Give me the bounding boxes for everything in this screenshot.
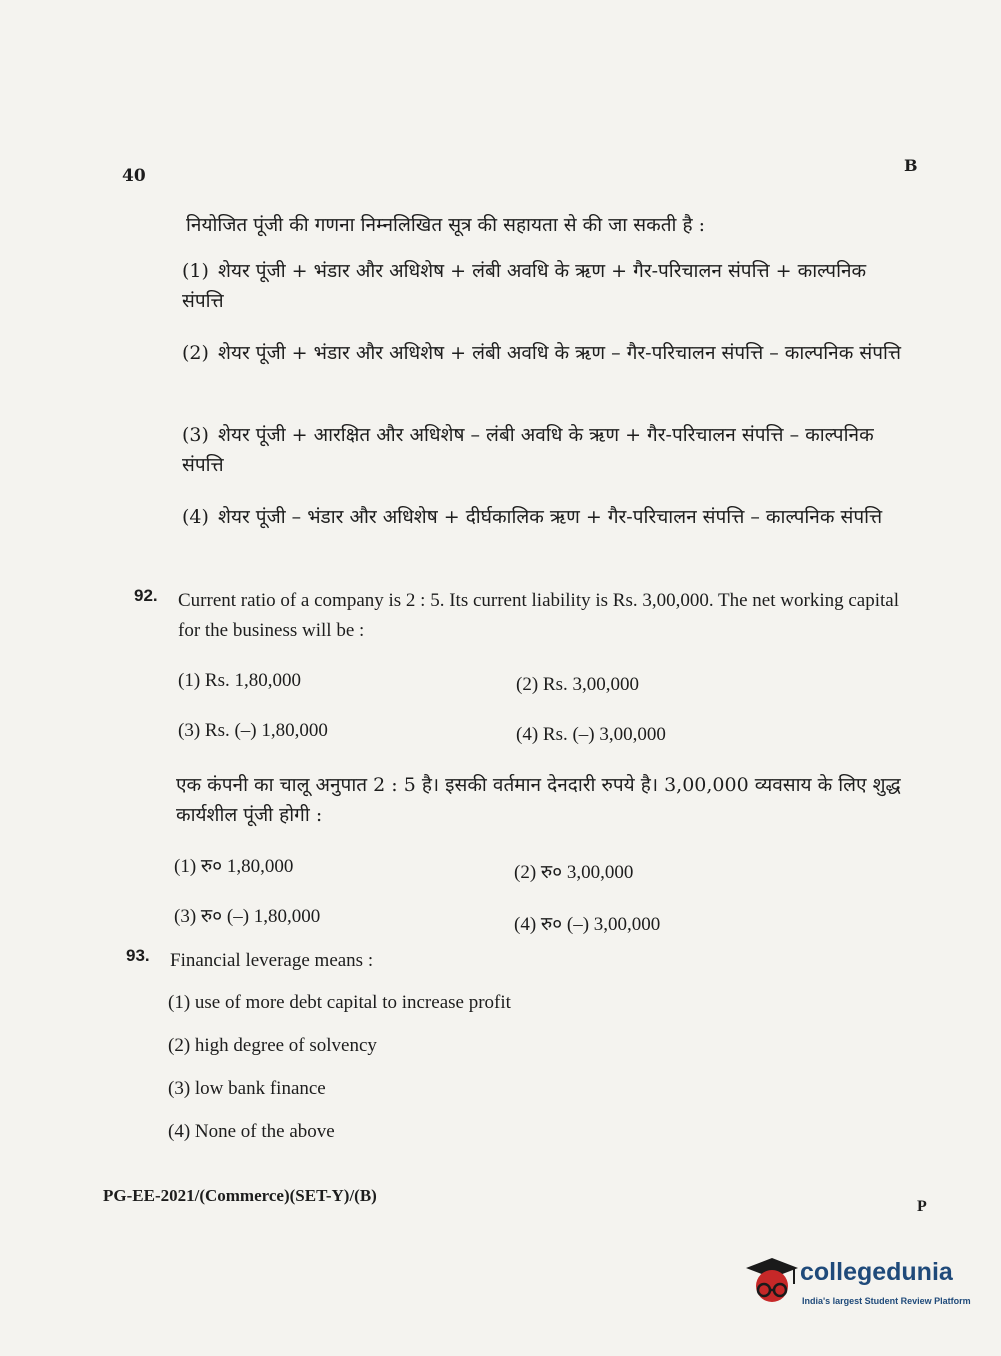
q92-option-2: (2) Rs. 3,00,000 bbox=[516, 674, 639, 695]
q93-option-3: (3) low bank finance bbox=[168, 1078, 326, 1099]
question-number: 93. bbox=[126, 946, 150, 965]
q91-option-3 bbox=[182, 420, 912, 480]
q92-question bbox=[134, 586, 914, 646]
logo-wordmark: collegedunia bbox=[800, 1258, 953, 1286]
q92-option-1: (1) Rs. 1,80,000 bbox=[178, 670, 301, 691]
option-number: (2) bbox=[182, 342, 209, 364]
set-code: B bbox=[904, 156, 918, 175]
question-text: Financial leverage means : bbox=[170, 950, 374, 971]
question-text: Current ratio of a company is 2 : 5. Its current liability is Rs. 3,00,000. The net working capital for the business will be : bbox=[178, 590, 899, 641]
q91-option-4 bbox=[182, 502, 912, 532]
q92-hindi-option-2: (2) रु० 3,00,000 bbox=[514, 862, 634, 883]
q93-option-4: (4) None of the above bbox=[168, 1121, 335, 1142]
q91-option-2 bbox=[182, 338, 912, 368]
option-text: शेयर पूंजी + भंडार और अधिशेष + लंबी अवधि के ऋण + गैर-परिचालन संपत्ति + काल्पनिक संपत्ति bbox=[182, 260, 867, 312]
collegedunia-logo-icon bbox=[742, 1250, 802, 1310]
q92-hindi-option-3: (3) रु० (–) 1,80,000 bbox=[174, 906, 321, 927]
q92-hindi-question: एक कंपनी का चालू अनुपात 2 : 5 है। इसकी वर्तमान देनदारी रुपये है। 3,00,000 व्यवसाय के लिए शुद्ध कार्यशील पूंजी होगी : bbox=[176, 774, 901, 826]
logo-tagline: India's largest Student Review Platform bbox=[802, 1296, 971, 1306]
q92-hindi-option-4: (4) रु० (–) 3,00,000 bbox=[514, 914, 661, 935]
q93-option-1: (1) use of more debt capital to increase profit bbox=[168, 992, 511, 1013]
page-mark: P bbox=[917, 1198, 927, 1215]
q91-option-1 bbox=[182, 256, 912, 316]
option-text: शेयर पूंजी – भंडार और अधिशेष + दीर्घकालिक ऋण + गैर-परिचालन संपत्ति – काल्पनिक संपत्ति bbox=[218, 506, 883, 528]
option-number: (4) bbox=[182, 506, 209, 528]
q92-option-3: (3) Rs. (–) 1,80,000 bbox=[178, 720, 328, 741]
q92-hindi-option-1: (1) रु० 1,80,000 bbox=[174, 856, 294, 877]
question-number: 92. bbox=[134, 586, 158, 605]
q92-option-4: (4) Rs. (–) 3,00,000 bbox=[516, 724, 666, 745]
q93-question bbox=[126, 946, 906, 976]
paper-code: PG-EE-2021/(Commerce)(SET-Y)/(B) bbox=[103, 1186, 377, 1205]
option-text: शेयर पूंजी + आरक्षित और अधिशेष – लंबी अवधि के ऋण + गैर-परिचालन संपत्ति – काल्पनिक संपत्ति bbox=[182, 424, 874, 476]
option-number: (3) bbox=[182, 424, 209, 446]
page-number: 40 bbox=[122, 166, 146, 186]
q93-option-2: (2) high degree of solvency bbox=[168, 1035, 377, 1056]
q91-hindi-question: नियोजित पूंजी की गणना निम्नलिखित सूत्र की सहायता से की जा सकती है : bbox=[186, 214, 706, 236]
option-number: (1) bbox=[182, 260, 209, 282]
option-text: शेयर पूंजी + भंडार और अधिशेष + लंबी अवधि के ऋण – गैर-परिचालन संपत्ति – काल्पनिक संपत्ति bbox=[218, 342, 902, 364]
